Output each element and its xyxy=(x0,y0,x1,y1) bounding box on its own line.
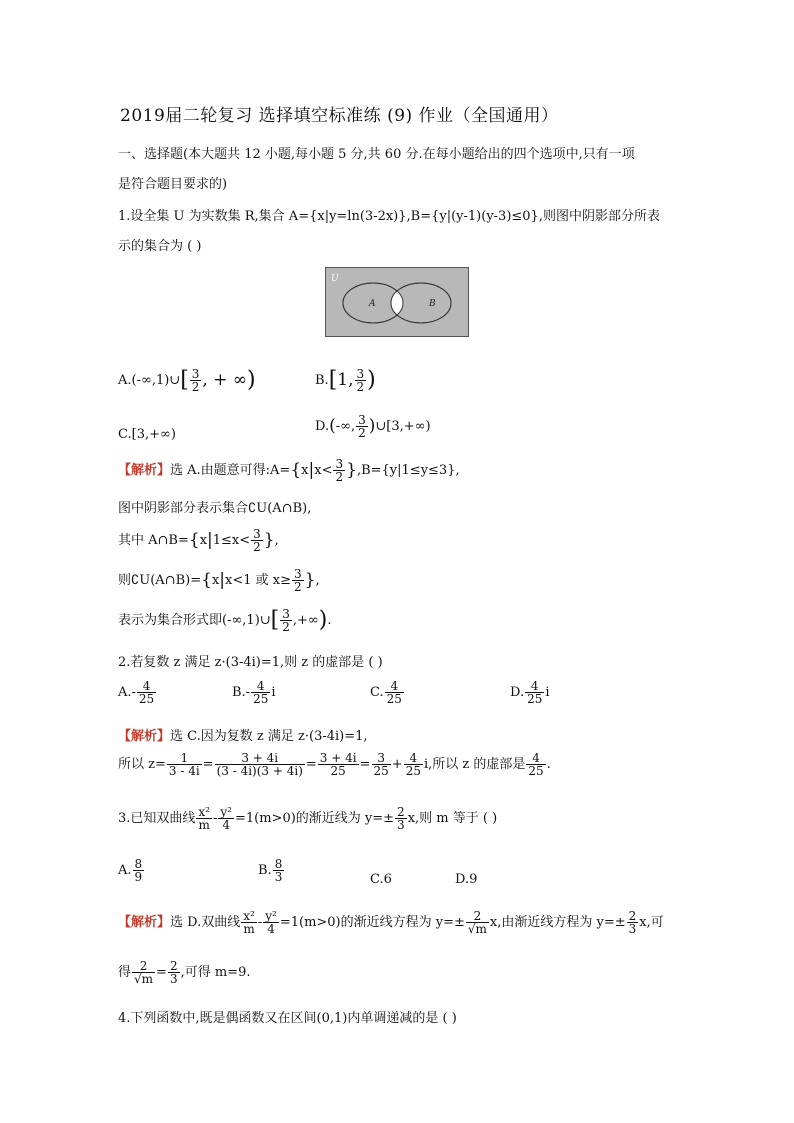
q3-stem: 3.已知双曲线 $\frac{\text{x²}}{m}$ - $\frac{\text{y²}}{4}$ =1(m>0)的渐近线为 y=± $\frac{2}{3}$ x,则 m 等于 ( ) xyxy=(118,805,498,832)
q1-solution-5: 表示为集合形式即(-∞,1)∪[ $\frac{3}{2}$ ,+∞). xyxy=(118,607,332,634)
q2-option-b: B.- $\frac{4}{25}$ i xyxy=(232,679,276,706)
q1-solution-2: 图中阴影部分表示集合∁U(A∩B), xyxy=(118,501,312,516)
q2-option-d: D. $\frac{4}{25}$ i xyxy=(510,679,550,706)
q2-solution-2: 所以 z= $\frac{1}{3 - 4i}$ = $\frac{3 + 4i}{(3 - 4i)(3 + 4i)}$ = $\frac{3 + 4i}{25}$ = $\frac{3}{25}$ + $\frac{4}{25}$ i,所以 z 的虚部是 $\frac{4}{25}$ . xyxy=(118,751,551,778)
q1-stem-cont: 示的集合为 ( ) xyxy=(118,239,202,254)
q2-option-c: C. $\frac{4}{25}$ xyxy=(370,679,402,706)
venn-diagram xyxy=(325,267,469,337)
q1-option-b: B.[1, $\frac{3}{2}$ ) xyxy=(315,367,376,394)
q1-option-c: C.[3,+∞) xyxy=(118,427,176,442)
q2-stem: 2.若复数 z 满足 z·(3-4i)=1,则 z 的虚部是 ( ) xyxy=(118,655,383,670)
q1-solution-3: 其中 A∩B={x|1≤x< $\frac{3}{2}$ }, xyxy=(118,527,279,554)
section-intro-cont: 是符合题目要求的) xyxy=(118,177,228,192)
q1-option-a: A.(-∞,1)∪[ $\frac{3}{2}$ , + ∞) xyxy=(118,367,256,394)
q1-option-d: D.(-∞, $\frac{3}{2}$ )∪[3,+∞) xyxy=(315,413,431,440)
q4-stem: 4.下列函数中,既是偶函数又在区间(0,1)内单调递减的是 ( ) xyxy=(118,1011,457,1026)
q3-solution-2: 得 $\frac{2}{√m}$ = $\frac{2}{3}$ ,可得 m=9. xyxy=(118,959,251,986)
section-intro: 一、选择题(本大题共 12 小题,每小题 5 分,共 60 分.在每小题给出的四个选项中,只有一项 xyxy=(118,147,635,162)
q3-solution-1: 【解析】选 D.双曲线 $\frac{\text{x²}}{m}$ - $\frac{\text{y²}}{4}$ =1(m>0)的渐近线方程为 y=± $\frac{2}{√m}$ x,由渐近线方程为 y=± $\frac{2}{3}$ x,可 xyxy=(118,909,664,936)
page-title: 2019届二轮复习 选择填空标准练 (9) 作业（全国通用） xyxy=(120,106,559,126)
q2-option-a: A.- $\frac{4}{25}$ xyxy=(118,679,155,706)
q1-solution-1: 【解析】选 A.由题意可得:A={x|x< $\frac{3}{2}$ },B={y|1≤y≤3}, xyxy=(118,457,460,484)
q3-option-d: D.9 xyxy=(455,872,478,887)
q2-solution-1: 【解析】选 C.因为复数 z 满足 z·(3-4i)=1, xyxy=(118,729,368,744)
q1-solution-4: 则∁U(A∩B)={x|x<1 或 x≥ $\frac{3}{2}$ }, xyxy=(118,567,320,594)
venn-label-a: A xyxy=(369,299,376,309)
venn-label-u: U xyxy=(331,274,339,284)
q3-option-a: A. $\frac{8}{9}$ xyxy=(118,857,143,884)
venn-label-b: B xyxy=(429,299,436,309)
q3-option-b: B. $\frac{8}{3}$ xyxy=(258,857,283,884)
q3-option-c: C.6 xyxy=(370,872,392,887)
q1-stem: 1.设全集 U 为实数集 R,集合 A={x|y=ln(3-2x)},B={y|(y-1)(y-3)≤0},则图中阴影部分所表 xyxy=(118,209,660,224)
